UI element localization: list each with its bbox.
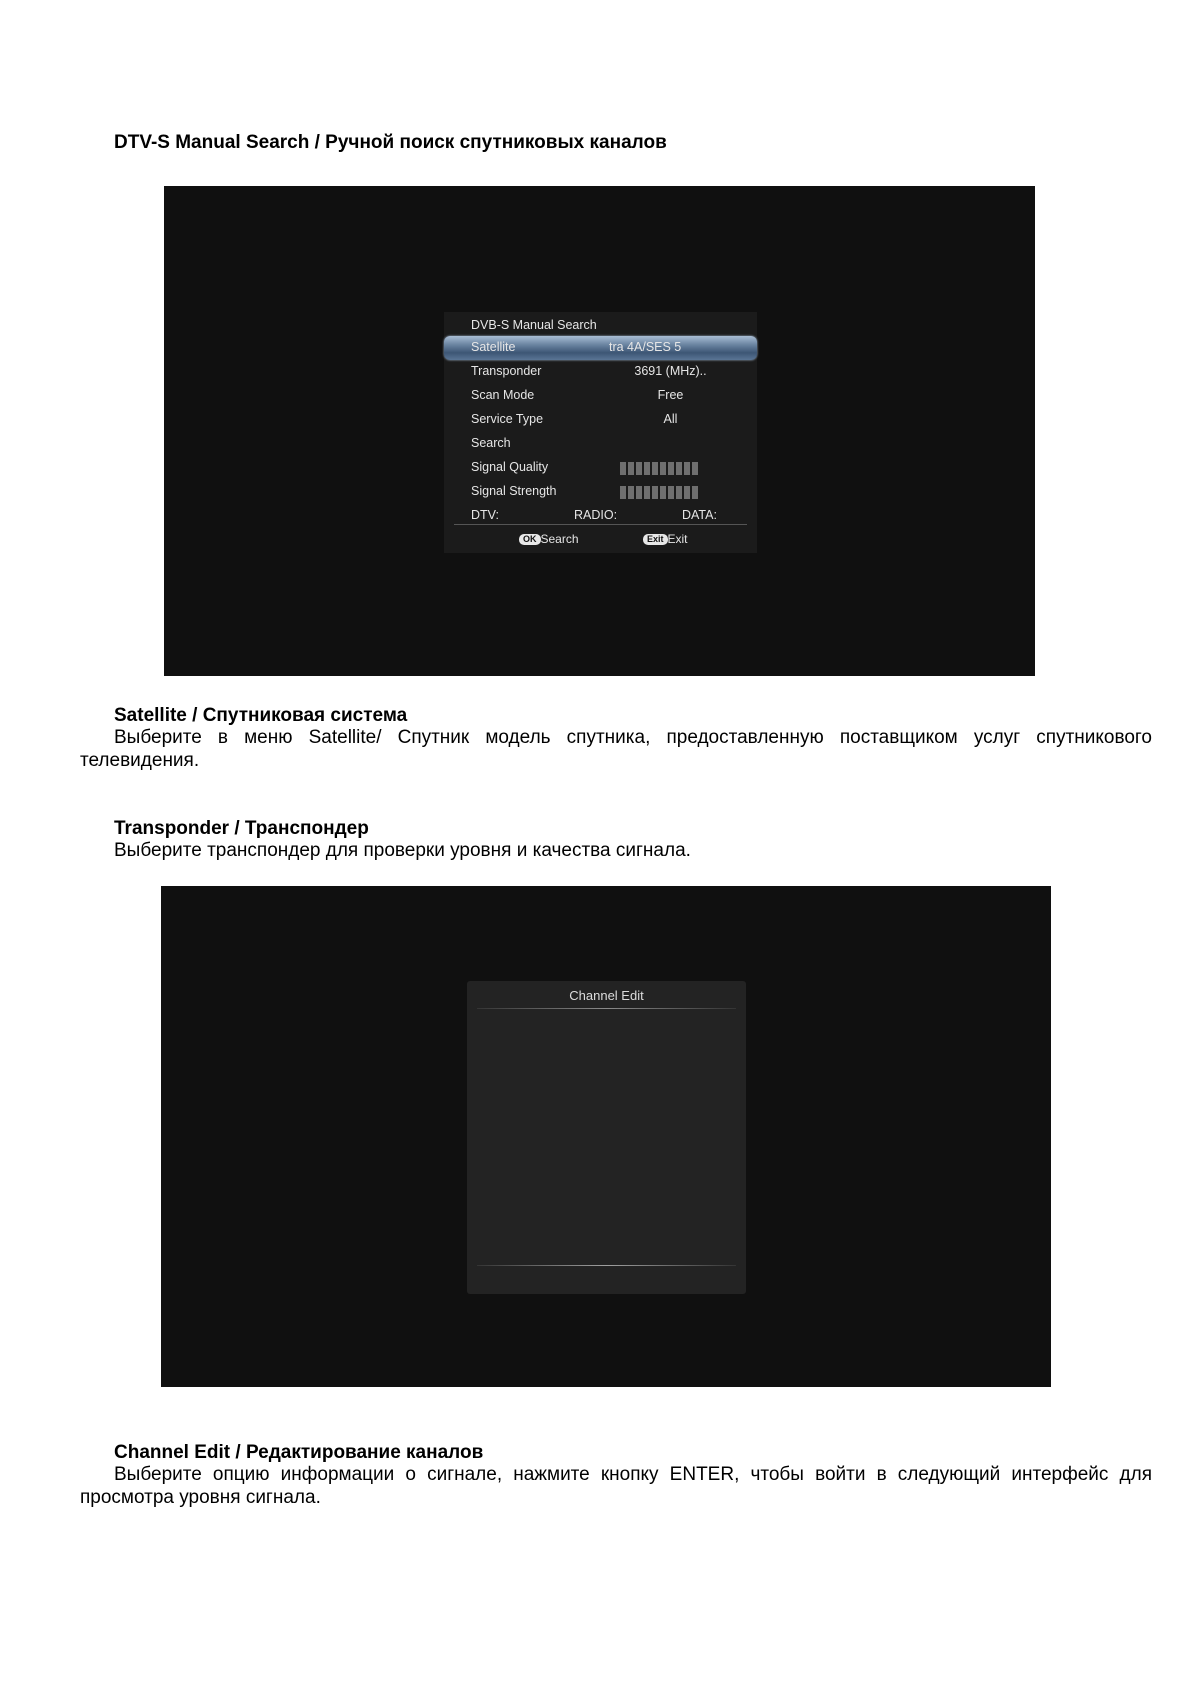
signal-bar <box>652 462 658 475</box>
menu-divider <box>454 524 747 525</box>
ok-hint-label: Search <box>540 532 579 546</box>
panel-divider-top <box>477 1008 736 1009</box>
signal-bar <box>628 486 634 499</box>
tv-screenshot-manual-search <box>164 186 1035 676</box>
tv-screenshot-channel-edit <box>161 886 1051 1387</box>
section-heading-channel-edit: Channel Edit / Редактирование каналов <box>114 1442 484 1463</box>
signal-bar <box>636 462 642 475</box>
signal-quality-bars <box>620 462 698 475</box>
signal-bar <box>668 486 674 499</box>
section-heading-manual-search: DTV-S Manual Search / Ручной поиск спутниковых каналов <box>114 132 667 153</box>
exit-hint[interactable] <box>643 532 688 546</box>
signal-bar <box>676 486 682 499</box>
signal-bar <box>668 462 674 475</box>
row-label: Service Type <box>471 412 544 426</box>
dvbs-manual-search-menu <box>444 312 757 553</box>
row-value: 3691 (MHz).. <box>634 364 707 378</box>
menu-row-search[interactable] <box>444 432 757 456</box>
signal-bar <box>684 462 690 475</box>
signal-bar <box>636 486 642 499</box>
signal-bar <box>628 462 634 475</box>
row-label: Transponder <box>471 364 542 378</box>
exit-hint-label: Exit <box>667 532 688 546</box>
row-value: All <box>663 412 678 426</box>
signal-bar <box>692 486 698 499</box>
signal-bar <box>620 486 626 499</box>
signal-bar <box>644 486 650 499</box>
menu-row-signal-quality <box>444 456 757 480</box>
channel-edit-panel <box>467 981 746 1294</box>
signal-bar <box>692 462 698 475</box>
row-value: tra 4A/SES 5 <box>609 340 682 354</box>
satellite-description: Выберите в меню Satellite/ Спутник модель спутника, предоставленную поставщиком услуг спутникового телевидения. <box>80 727 1152 771</box>
menu-row-satellite[interactable] <box>444 336 757 360</box>
signal-bar <box>660 486 666 499</box>
section-heading-transponder: Transponder / Транспондер <box>114 818 369 839</box>
row-value: Free <box>657 388 684 402</box>
signal-bar <box>652 486 658 499</box>
row-label: Signal Strength <box>471 484 557 498</box>
dtv-count-label: DTV: <box>471 508 500 522</box>
row-label: Satellite <box>471 340 516 354</box>
menu-row-service-type[interactable] <box>444 408 757 432</box>
section-heading-satellite: Satellite / Спутниковая система <box>114 705 408 726</box>
row-label: Search <box>471 436 511 450</box>
menu-title: DVB-S Manual Search <box>471 318 597 332</box>
ok-key-icon: OK <box>519 534 541 545</box>
menu-row-scan-mode[interactable] <box>444 384 757 408</box>
channel-edit-description: Выберите опцию информации о сигнале, нажмите кнопку ENTER, чтобы войти в следующий интерфейс для просмотра уровня сигнала. <box>80 1464 1152 1508</box>
panel-divider-bottom <box>477 1265 736 1266</box>
signal-bar <box>660 462 666 475</box>
signal-bar <box>684 486 690 499</box>
menu-row-transponder[interactable] <box>444 360 757 384</box>
transponder-description: Выберите транспондер для проверки уровня и качества сигнала. <box>114 840 691 861</box>
ok-search-hint[interactable] <box>519 532 579 546</box>
data-count-label: DATA: <box>682 508 717 522</box>
signal-bar <box>620 462 626 475</box>
row-label: Signal Quality <box>471 460 549 474</box>
signal-strength-bars <box>620 486 698 499</box>
row-label: Scan Mode <box>471 388 535 402</box>
signal-bar <box>676 462 682 475</box>
menu-row-signal-strength <box>444 480 757 504</box>
channel-edit-title: Channel Edit <box>569 988 644 1003</box>
radio-count-label: RADIO: <box>574 508 618 522</box>
signal-bar <box>644 462 650 475</box>
exit-key-icon: Exit <box>643 534 668 545</box>
